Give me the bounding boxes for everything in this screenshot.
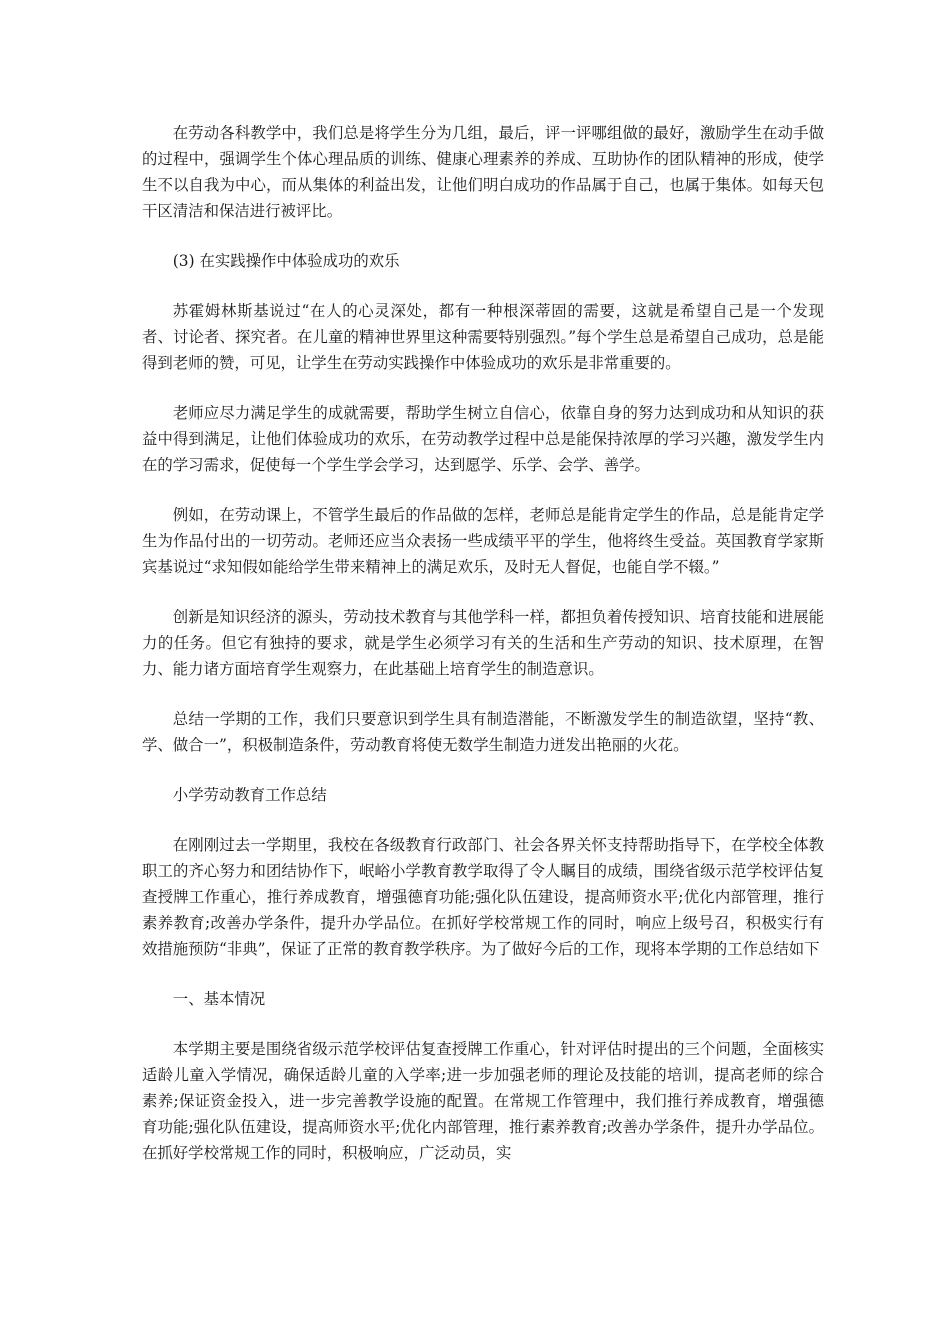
document-page <box>142 120 824 1190</box>
paragraph-semester-summary: 总结一学期的工作，我们只要意识到学生具有制造潜能，不断激发学生的制造欲望，坚持“教、学、做合一”，积极制造条件，劳动教育将使无数学生制造力迸发出艳丽的火花。 <box>142 710 824 754</box>
paragraph-achievement-needs: 老师应尽力满足学生的成就需要，帮助学生树立自信心，依靠自身的努力达到成功和从知识的获益中得到满足，让他们体验成功的欢乐，在劳动教学过程中总是能保持浓厚的学习兴趣，激发学生内在的学习需求，促使每一个学生学会学习，达到愿学、乐学、会学、善学。 <box>142 404 824 474</box>
paragraph-example-praise: 例如，在劳动课上，不管学生最后的作品做的怎样，老师总是能肯定学生的作品，总是能肯定学生为作品付出的一切劳动。老师还应当众表扬一些成绩平平的学生，他将终生受益。英国教育学家斯宾基说过“求知假如能给学生带来精神上的满足欢乐，及时无人督促，也能自学不辍。” <box>142 506 824 576</box>
section-heading-basic-situation: 一、基本情况 <box>172 990 266 1008</box>
paragraph-innovation: 创新是知识经济的源头，劳动技术教育与其他学科一样，都担负着传授知识、培育技能和进展能力的任务。但它有独持的要求，就是学生必须学习有关的生活和生产劳动的知识、技术原理，在智力、能力诸方面培育学生观察力，在此基础上培育学生的制造意识。 <box>142 608 824 678</box>
paragraph-sukhomlinsky-quote: 苏霍姆林斯基说过“在人的心灵深处，都有一种根深蒂固的需要，这就是希望自己是一个发现者、讨论者、探究者。在儿童的精神世界里这种需要特别强烈。”每个学生总是希望自己成功，总是能得到老师的赞，可见，让学生在劳动实践操作中体验成功的欢乐是非常重要的。 <box>142 302 824 372</box>
paragraph-group-evaluation: 在劳动各科教学中，我们总是将学生分为几组，最后，评一评哪组做的最好，激励学生在动手做的过程中，强调学生个体心理品质的训练、健康心理素养的养成、互助协作的团队精神的形成，使学生不以自我为中心，而从集体的利益出发，让他们明白成功的作品属于自己，也属于集体。如每天包干区清洁和保洁进行被评比。 <box>142 124 824 220</box>
paragraph-basic-situation: 本学期主要是围绕省级示范学校评估复查授牌工作重心，针对评估时提出的三个问题，全面核实适龄儿童入学情况，确保适龄儿童的入学率;进一步加强老师的理论及技能的培训，提高老师的综合素养;保证资金投入，进一步完善教学设施的配置。在常规工作管理中，我们推行养成教育，增强德育功能;强化队伍建设，提高师资水平;优化内部管理，推行素养教育;改善办学条件，提升办学品位。在抓好学校常规工作的同时，积极响应，广泛动员，实 <box>142 1040 824 1162</box>
paragraph-past-semester: 在刚刚过去一学期里，我校在各级教育行政部门、社会各界关怀支持帮助指导下，在学校全体教职工的齐心努力和团结协作下，岷峪小学教育教学取得了令人瞩目的成绩，围绕省级示范学校评估复查授牌工作重心，推行养成教育，增强德育功能;强化队伍建设，提高师资水平;优化内部管理，推行素养教育;改善办学条件，提升办学品位。在抓好学校常规工作的同时，响应上级号召，积极实行有效措施预防“非典”，保证了正常的教育教学秩序。为了做好今后的工作，现将本学期的工作总结如下 <box>142 836 824 958</box>
document-title-labor-summary: 小学劳动教育工作总结 <box>172 786 327 804</box>
section-heading-success-joy: (3) 在实践操作中体验成功的欢乐 <box>172 252 400 270</box>
